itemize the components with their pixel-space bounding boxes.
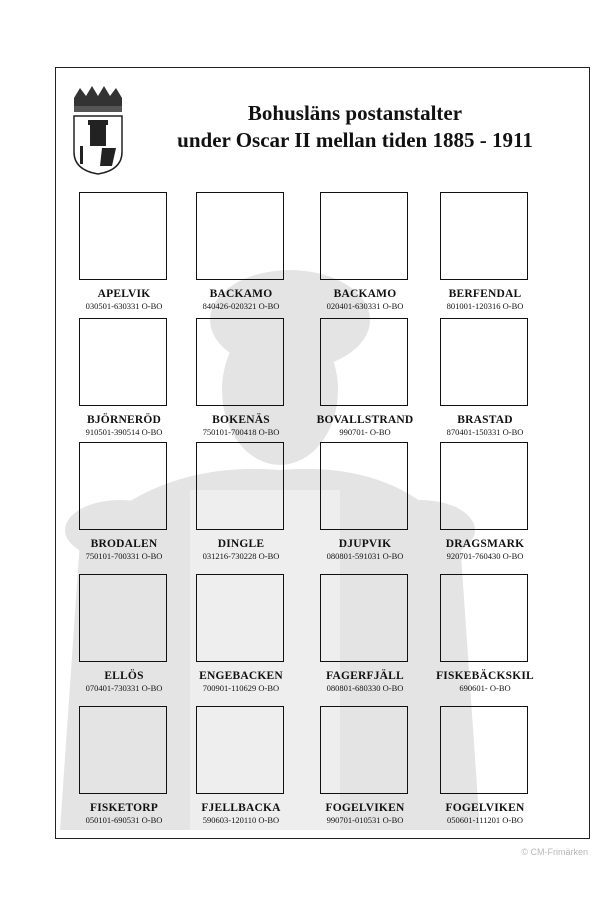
stamp-slot [420,192,550,314]
date-range: 080801-591031 [326,551,381,561]
office-code: O-BO [382,815,404,825]
date-range: 690601- [459,683,488,693]
office-code: O-BO [502,551,524,561]
stamp-placeholder-box [320,318,408,406]
office-code: O-BO [258,683,280,693]
stamp-slot [176,318,306,440]
office-code: O-BO [141,301,163,311]
office-code: O-BO [369,427,391,437]
post-office-dates [410,427,560,437]
stamp-placeholder-box [320,192,408,280]
office-code: O-BO [382,551,404,561]
stamp-placeholder-box [79,192,167,280]
stamp-slot [176,706,306,828]
date-range: 050601-111201 [446,815,501,825]
office-code: O-BO [382,683,404,693]
post-office-name: FISKEBÄCKSKIL [436,670,534,682]
office-code: O-BO [258,815,280,825]
stamp-slot [420,442,550,564]
office-code: O-BO [489,683,511,693]
stamp-placeholder-box [79,442,167,530]
post-office-dates [410,551,560,561]
stamp-placeholder-box [440,574,528,662]
post-office-name: FJELLBACKA [201,802,281,814]
date-range: 750101-700418 [202,427,257,437]
date-range: 080801-680330 [326,683,381,693]
post-office-name: FOGELVIKEN [445,802,525,814]
post-office-name: BOVALLSTRAND [316,414,414,426]
date-range: 590603-120110 [202,815,257,825]
post-office-name: FOGELVIKEN [325,802,405,814]
stamp-placeholder-box [196,192,284,280]
date-range: 910501-390514 [85,427,140,437]
post-office-name: BRASTAD [457,414,513,426]
post-office-dates [410,301,560,311]
post-office-name: ENGEBACKEN [199,670,283,682]
stamp-placeholder-box [440,318,528,406]
post-office-name: BERFENDAL [448,288,522,300]
date-range: 990701- [339,427,368,437]
office-code: O-BO [141,815,163,825]
stamp-slot [176,192,306,314]
stamp-placeholder-box [440,442,528,530]
date-range: 801001-120316 [446,301,501,311]
post-office-name: DJUPVIK [338,538,392,550]
stamp-slot [420,318,550,440]
post-office-name: FISKETORP [89,802,159,814]
post-office-name: BJÖRNERÖD [86,414,161,426]
post-office-name: APELVIK [97,288,151,300]
office-code: O-BO [502,815,524,825]
office-code: O-BO [258,301,280,311]
post-office-dates [410,815,560,825]
stamp-placeholder-box [196,706,284,794]
date-range: 840426-020321 [202,301,257,311]
stamp-placeholder-box [79,318,167,406]
office-code: O-BO [141,551,163,561]
post-office-name: DINGLE [217,538,265,550]
date-range: 050101-690531 [85,815,140,825]
office-code: O-BO [258,551,280,561]
office-code: O-BO [258,427,280,437]
stamp-slot [420,706,550,828]
stamp-placeholder-box [79,706,167,794]
title-line-2: under Oscar II mellan tiden 1885 - 1911 [177,128,533,152]
office-code: O-BO [141,683,163,693]
office-code: O-BO [502,427,524,437]
office-code: O-BO [141,427,163,437]
stamp-placeholder-box [79,574,167,662]
date-range: 070401-730331 [85,683,140,693]
date-range: 990701-010531 [326,815,381,825]
stamp-slot [176,442,306,564]
date-range: 020401-630331 [326,301,381,311]
post-office-name: BACKAMO [209,288,273,300]
post-office-name: BOKENÄS [212,414,270,426]
stamp-placeholder-box [440,706,528,794]
date-range: 870401-150331 [446,427,501,437]
post-office-dates [410,683,560,693]
coat-of-arms-icon [70,86,126,176]
stamp-placeholder-box [196,318,284,406]
stamp-slot [176,574,306,696]
title-line-1: Bohusläns postanstalter [247,101,463,125]
office-code: O-BO [502,301,524,311]
stamp-placeholder-box [196,442,284,530]
date-range: 030501-630331 [85,301,140,311]
office-code: O-BO [382,301,404,311]
copyright-notice: © CM-Frimärken [521,847,588,857]
page-title [150,100,560,154]
stamp-placeholder-box [320,574,408,662]
date-range: 700901-110629 [202,683,257,693]
stamp-slot [420,574,550,696]
stamp-placeholder-box [196,574,284,662]
post-office-name: BRODALEN [90,538,158,550]
date-range: 750101-700331 [85,551,140,561]
post-office-name: FAGERFJÄLL [326,670,404,682]
post-office-name: DRAGSMARK [445,538,525,550]
stamp-placeholder-box [320,706,408,794]
post-office-name: BACKAMO [333,288,397,300]
post-office-name: ELLÖS [104,670,144,682]
date-range: 920701-760430 [446,551,501,561]
stamp-placeholder-box [320,442,408,530]
stamp-placeholder-box [440,192,528,280]
date-range: 031216-730228 [202,551,257,561]
